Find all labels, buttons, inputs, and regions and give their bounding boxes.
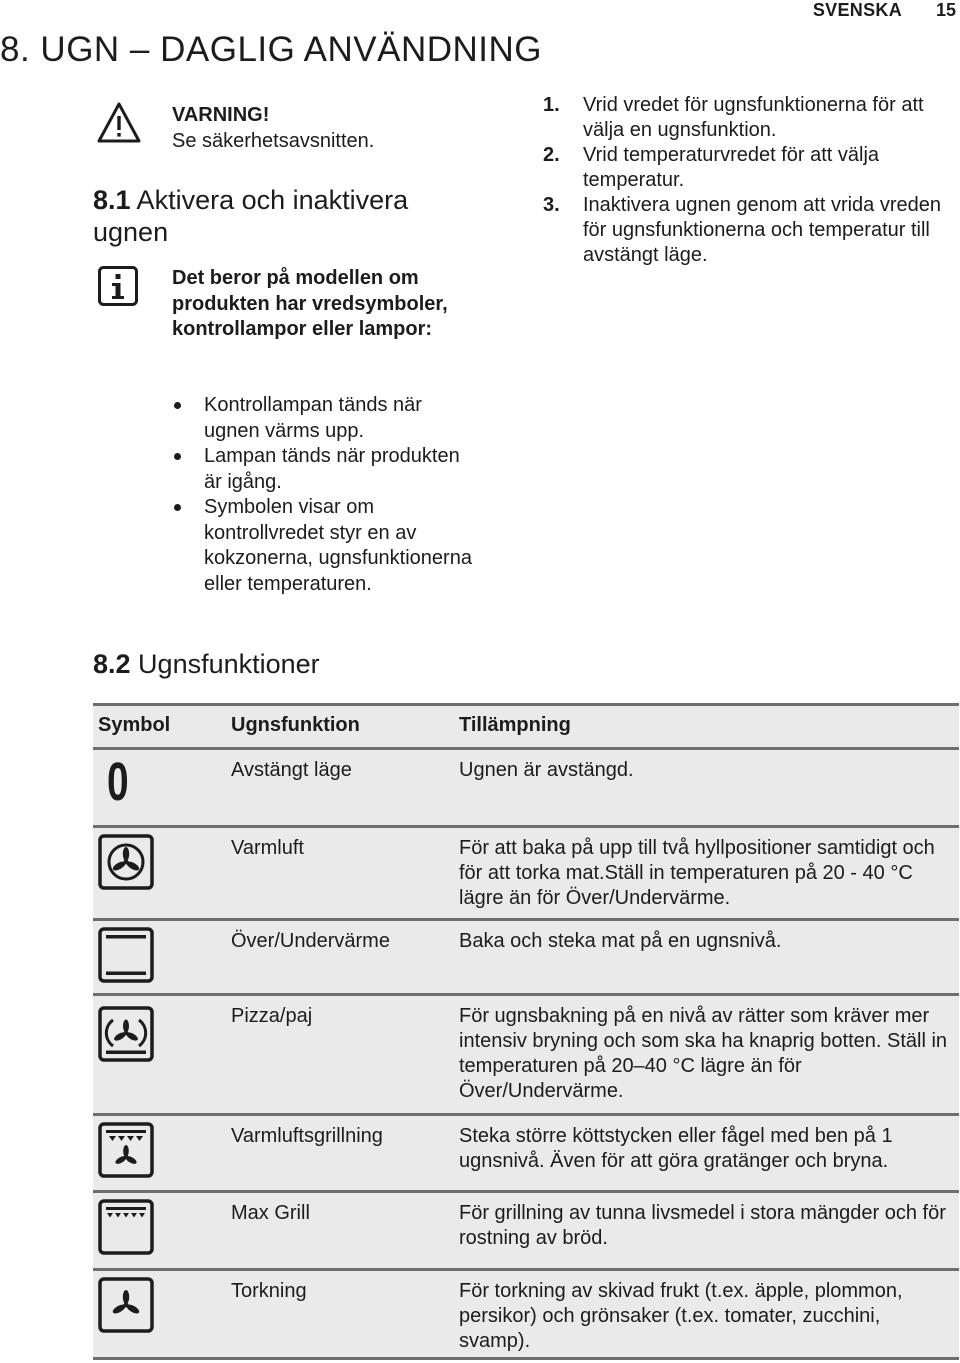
warning-triangle-icon xyxy=(96,100,142,146)
section-8-1-title-line2: ugnen xyxy=(93,217,169,247)
max-grill-icon xyxy=(98,1199,154,1255)
section-8-1-title xyxy=(93,184,493,248)
function-name: Pizza/paj xyxy=(231,1005,313,1027)
info-icon xyxy=(98,266,138,306)
function-name: Avstängt läge xyxy=(231,759,352,781)
step-text: Inaktivera ugnen genom att vrida vreden för ugnsfunktionerna och temperatur till avstängt läge. xyxy=(583,194,941,266)
off-zero-icon: 0 xyxy=(107,752,129,812)
function-application: Steka större köttstycken eller fågel med ben på 1 ugnsnivå. Även för att göra gratänger och bryna. xyxy=(459,1125,893,1172)
fan-grill-icon xyxy=(98,1122,154,1178)
top-bottom-heat-icon xyxy=(98,927,154,983)
step-text: Vrid temperaturvredet för att välja temperatur. xyxy=(583,144,880,191)
language-label: SVENSKA xyxy=(812,0,902,20)
list-item xyxy=(543,93,958,143)
step-number: 3. xyxy=(543,194,560,216)
info-bullet-list xyxy=(172,393,472,597)
function-name: Över/Undervärme xyxy=(231,930,390,952)
function-name: Varmluftsgrillning xyxy=(231,1125,383,1147)
section-8-1-number: 8.1 xyxy=(93,185,131,215)
step-text: Vrid vredet för ugnsfunktionerna för att välja en ugnsfunktion. xyxy=(583,94,924,141)
section-8-2-title xyxy=(93,648,320,680)
table-row xyxy=(93,1268,959,1360)
table-row xyxy=(93,1190,959,1268)
table-header xyxy=(93,703,959,747)
table-row xyxy=(93,918,959,993)
step-number: 1. xyxy=(543,94,560,116)
list-item: Kontrollampan tänds när ugnen värms upp. xyxy=(172,393,472,444)
list-item: Lampan tänds när produkten är igång. xyxy=(172,444,472,495)
table-row xyxy=(93,993,959,1113)
function-application: För ugnsbakning på en nivå av rätter som kräver mer intensiv bryning och som ska ha knaprig botten. Ställ in temperaturen på 20–40 °C lägre än för Över/Undervärme. xyxy=(459,1005,948,1102)
section-8-2-number: 8.2 xyxy=(93,649,131,679)
chapter-title: 8. UGN – DAGLIG ANVÄNDNING xyxy=(0,30,543,69)
function-application: För grillning av tunna livsmedel i stora mängder och för rostning av bröd. xyxy=(459,1202,946,1249)
function-application: För att baka på upp till två hyllpositioner samtidigt och för att torka mat.Ställ in temperaturen på 20 - 40 °C lägre än för Över/Undervärme. xyxy=(459,837,935,909)
info-lead-text: Det beror på modellen om produkten har vredsymboler, kontrollampor eller lampor: xyxy=(172,267,448,340)
pizza-fan-bottom-heat-icon xyxy=(98,1006,154,1062)
header-function: Ugnsfunktion xyxy=(231,714,360,736)
function-application: Ugnen är avstängd. xyxy=(459,759,634,781)
function-name: Varmluft xyxy=(231,837,304,859)
list-item xyxy=(543,193,958,268)
function-name: Torkning xyxy=(231,1280,307,1302)
list-item xyxy=(543,143,958,193)
step-number: 2. xyxy=(543,144,560,166)
list-item: Symbolen visar om kontrollvredet styr en av kokzonerna, ugnsfunktionerna eller temperaturen. xyxy=(172,495,472,597)
header-symbol: Symbol xyxy=(98,714,171,736)
function-application: Baka och steka mat på en ugnsnivå. xyxy=(459,930,782,952)
section-8-1-title-line1: Aktivera och inaktivera xyxy=(130,185,409,215)
header-application: Tillämpning xyxy=(459,714,571,736)
warning-text: Se säkerhetsavsnitten. xyxy=(172,130,375,152)
table-row xyxy=(93,825,959,918)
function-name: Max Grill xyxy=(231,1202,310,1224)
table-row xyxy=(93,747,959,825)
table-row xyxy=(93,1113,959,1190)
function-application: För torkning av skivad frukt (t.ex. äpple, plommon, persikor) och grönsaker (t.ex. tomater, zucchini, svamp). xyxy=(459,1280,903,1352)
warning-title: VARNING! xyxy=(172,104,270,126)
page-number: 15 xyxy=(935,0,956,20)
fan-icon xyxy=(98,834,154,890)
section-8-2-title-text: Ugnsfunktioner xyxy=(130,649,320,679)
steps-list xyxy=(543,93,958,268)
drying-fan-icon xyxy=(98,1277,154,1333)
